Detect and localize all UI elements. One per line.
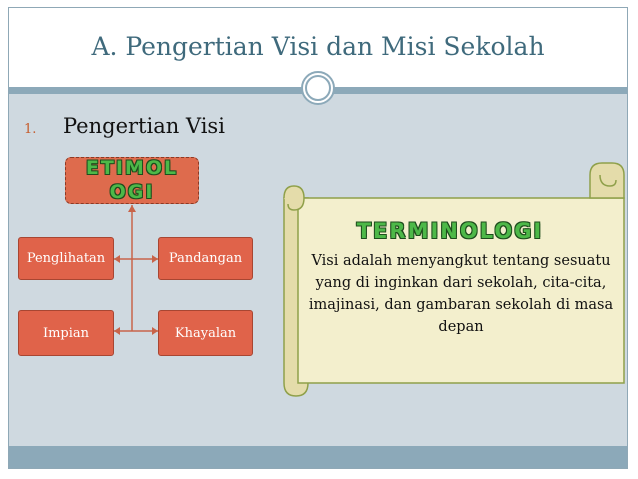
etimologi-line-1: ETIMOL xyxy=(85,157,179,179)
etimologi-wordart xyxy=(65,156,199,204)
etimologi-item-khayalan: Khayalan xyxy=(158,310,253,356)
etimologi-item-impian: Impian xyxy=(18,310,114,356)
terminologi-wordart: TERMINOLOGI xyxy=(356,219,544,243)
bullet-number: 1. xyxy=(24,122,37,137)
etimologi-item-pandangan: Pandangan xyxy=(158,237,253,280)
etimologi-line-2: OGI xyxy=(109,181,155,203)
etimologi-item-penglihatan: Penglihatan xyxy=(18,237,114,280)
slide-title: A. Pengertian Visi dan Misi Sekolah xyxy=(91,32,545,61)
bullet-heading: Pengertian Visi xyxy=(63,114,225,138)
visi-description: Visi adalah menyangkut tentang sesuatu yang di inginkan dari sekolah, cita-cita, imajinasi, dan gambaran sekolah di masa depan xyxy=(308,253,614,335)
